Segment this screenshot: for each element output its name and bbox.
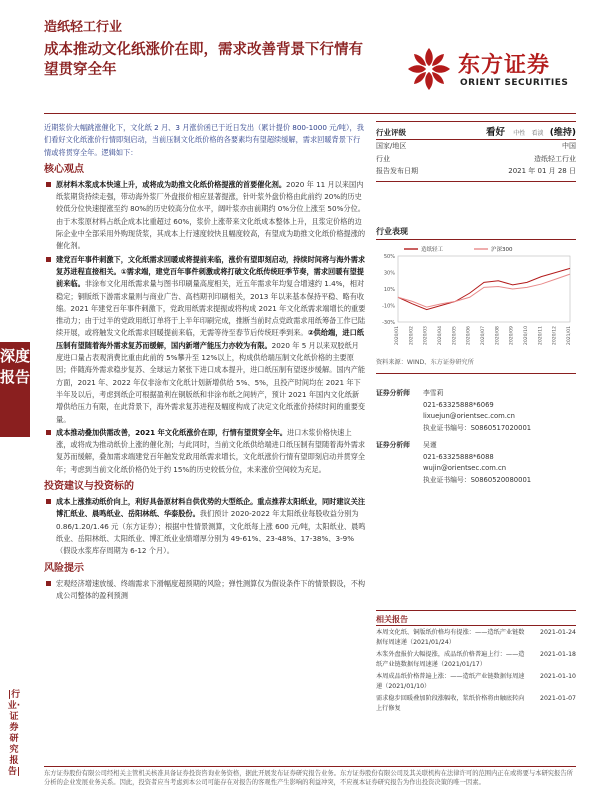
related-report-title: 需求稳步回暖叠加阶段涨幅收，浆纸价格将由触底转向上行修复: [376, 695, 525, 712]
header-divider: [44, 113, 576, 114]
x-tick-label: 2020/09: [509, 326, 515, 346]
x-tick-label: 2020/05: [452, 326, 458, 346]
chart-plot-frame: [398, 256, 570, 322]
core-point-text: 非涂布文化用纸需求量与图书印刷量高度相关，近五年需求年均复合增速约 1.4%，相对稳定；铜版纸下游需求量则与商业广告、高档期刊印刷相关，2013 年以来基本保持平稳、略有收缩。2021 年建党百年事件刺激下，党政用纸需求提振或将构成 2021 年文化纸需求端增长的重要推动力；由于过半的党政用纸订单将于上半年印刷完成，推断当前时点党政需求用纸筹备工作已陆续开展，或将触发文化纸需求回暖提前来临，无需等待至春节后传统旺季到来。: [56, 279, 366, 338]
report-type-tab: 深度报告: [0, 342, 30, 437]
x-tick-label: 2020/12: [552, 326, 558, 346]
core-point-lead: 建党百年事件刺激下，文化纸需求回暖或将提前来临，涨价有望即刻启动，持续时间将与海外需求复苏进程直接相关。①需求端，建党百年事件刺激或将打破文化纸传统旺季节奏，需求回暖有望提前来临。: [56, 254, 366, 289]
related-top-rule: [376, 610, 576, 611]
invest-point-text: 我们预计 2020-2022 年太阳纸业每股收益分别为 0.86/1.20/1.46 元（东方证券）；根据中性情景测算，文化纸每上涨 600 元/吨，太阳纸业、晨鸣纸业、岳阳林纸、太阳纸业、博汇纸业业绩增厚分别为 49-61%、23-48%、17-38%、3-9%（假设水浆库存周期为 6-12 个月）。: [56, 509, 366, 556]
rating-top-rule: [376, 121, 576, 122]
y-tick-label: 50%: [383, 254, 395, 260]
analyst-role: 证券分析师: [376, 389, 410, 397]
y-tick-label: -30%: [382, 320, 395, 326]
related-report-date: 2021-01-24: [540, 629, 576, 636]
analyst-email[interactable]: lixuejun@orientsec.com.cn: [423, 412, 515, 420]
x-tick-label: 2020/11: [538, 326, 544, 346]
info-table: [376, 140, 576, 178]
analyst-block: [376, 388, 576, 434]
related-reports-title: 相关报告: [376, 615, 408, 624]
core-point-text: 进口木浆价格快速上涨，或将成为推动纸价上涨的催化剂；与此同时，当前文化纸供给端进口纸压制有望随着海外需求复苏而缓解，叠加需求端建党百年触发党政用纸需求增长，文化纸涨价行情有望即刻启动并贯穿全年；考虑到当前文化纸价格仍处于约 15%的历史较低分位，未来涨价空间较为充足。: [56, 427, 366, 474]
analyst-cert: 执业证书编号：S0860520080001: [423, 475, 532, 484]
analyst-email[interactable]: wujin@orientsec.com.cn: [423, 464, 507, 472]
risk-point: [44, 578, 366, 603]
industry-header: 造纸轻工行业: [44, 20, 123, 35]
logo-text-cn: 东方证券: [458, 53, 551, 78]
info-row: [376, 153, 576, 166]
x-tick-label: 2020/10: [524, 326, 529, 346]
legend-label: 沪深300: [491, 247, 513, 253]
logo-text-en: ORIENT SECURITIES: [460, 78, 569, 88]
chart-title: 行业表现: [376, 227, 408, 236]
info-value: 造纸轻工行业: [534, 154, 576, 163]
core-point-text: 2020 年 11 月以来国内纸浆期货持续走强，带动海外浆厂外盘报价相应显著提涨，针叶浆外盘价格由此前约 20%的历史较低分位快速提涨至约 80%的历史较高分位水平，阔叶浆亦由前期约 0%分位上涨至 50%分位。由于木浆原材料占纸企成本比重超过 60%，浆价上涨带来文化纸成本整体上升，且浆定价格的边际企业中全部采用外购现货浆，其成本上行速度较快且幅度较高，有望成为助推文化纸价格提涨的催化剂。: [56, 179, 366, 251]
x-tick-label: 2020/02: [409, 326, 415, 346]
related-report-title: 木浆外盘报价大幅提涨，成品纸价格普遍上行：——造纸产业链数据每周速递（2021/01/17）: [376, 651, 525, 668]
related-report-item[interactable]: [376, 628, 576, 647]
core-point-lead: 原材料木浆成本快速上升，或将成为助推文化纸价格提涨的首要催化剂。: [56, 179, 287, 189]
company-logo: [406, 42, 576, 102]
analyst-phone: 021-63325888*6088: [423, 452, 494, 461]
related-reports-list: [376, 628, 576, 716]
info-row: [376, 165, 576, 178]
series-line: [398, 268, 570, 309]
rating-value: 看好: [486, 127, 506, 138]
x-tick-label: 2020/07: [481, 326, 486, 346]
y-tick-label: 10%: [383, 287, 395, 293]
x-tick-label: 2020/01: [395, 326, 400, 346]
related-report-date: 2021-01-18: [540, 651, 576, 658]
info-key: 报告发布日期: [376, 167, 418, 175]
section-title-risk: 风险提示: [44, 562, 84, 574]
rating-values: [486, 124, 576, 138]
invest-point: [44, 496, 366, 557]
disclaimer-footer: 东方证券股份有限公司经相关主管机关核准具备证券投资咨询业务资格，据此开展发布证券研究报告业务。东方证券股份有限公司及其关联机构在法律许可的范围内正在或将要与本研究报告所分析的企业发展业务关系。因此，投资者应当考虑到本公司可能存在对报告的客观性产生影响的利益冲突，不应视本证券研究报告为作出投资决策的唯一因素。: [44, 766, 576, 787]
rating-row: [376, 124, 576, 138]
legend-label: 造纸轻工: [421, 247, 444, 253]
performance-chart: [376, 242, 576, 352]
related-report-item[interactable]: [376, 650, 576, 669]
main-content: [44, 122, 366, 603]
related-report-item[interactable]: [376, 672, 576, 691]
analyst-name: 吴谨: [423, 441, 437, 449]
x-tick-label: 2020/06: [466, 326, 472, 346]
rating-label: 行业评级: [376, 128, 406, 137]
rating-keep: (维持): [549, 128, 576, 138]
analyst-cert: 执业证书编号：S0860517020001: [423, 423, 532, 432]
info-value: 2021 年 01 月 28 日: [508, 167, 576, 175]
chart-title-rule: [376, 239, 576, 240]
rating-scale-neutral: 中性: [513, 130, 526, 137]
info-bottom-rule: [376, 181, 576, 182]
related-report-title: 本周文化纸、铜版纸价格均有提涨：——造纸产业链数据每周速递（2021/01/24）: [376, 629, 525, 646]
risk-point-text: 宏观经济增速放缓、终端需求下滑幅度超预期的风险；弹性测算仅为假设条件下的情景假设，不构成公司整体的盈利预测: [56, 578, 366, 600]
info-row: [376, 140, 576, 153]
chart-bottom-rule: [376, 373, 576, 374]
info-key: 国家/地区: [376, 142, 407, 150]
section-title-core: 核心观点: [44, 163, 84, 175]
x-tick-label: 2020/04: [438, 326, 443, 346]
related-report-date: 2021-01-07: [540, 695, 576, 702]
core-point: [44, 254, 366, 426]
core-point: [44, 179, 366, 253]
x-tick-label: 2020/08: [495, 326, 501, 346]
invest-point-lead: 成本上涨推动纸价向上，利好具备原材料自供优势的大型纸企。重点推荐太阳纸业，同时建议关注博汇纸业、晨鸣纸业、岳阳林纸、华泰股份。: [56, 497, 366, 519]
rating-scale-bearish: 看淡: [531, 130, 544, 137]
analyst-name: 李雪莉: [423, 389, 444, 397]
analyst-phone: 021-63325888*6069: [423, 400, 494, 409]
report-category-vertical: |行业·证券研究报告|: [7, 690, 21, 777]
chart-source: 资料来源：WIND、东方证券研究所: [376, 359, 474, 366]
analyst-block: [376, 440, 576, 486]
series-line: [398, 274, 570, 307]
y-tick-label: -10%: [382, 303, 395, 310]
related-report-item[interactable]: [376, 694, 576, 713]
info-key: 行业: [376, 154, 390, 163]
related-title-rule: [376, 625, 576, 626]
analyst-role: 证券分析师: [376, 441, 410, 449]
core-point-lead-2: ②供给端，进口纸压制有望随着海外需求复苏而缓解，国内新增产能压力亦较为有限。: [56, 328, 364, 350]
y-tick-label: 30%: [383, 270, 395, 277]
intro-paragraph: 近期浆价大幅跳涨催化下，文化纸 2 月、3 月涨价函已于近日发出（累计提价 800-1000 元/吨），我们看好文化纸涨价行情即刻启动，当前压制文化纸价格的各要素均有望超续缓解，需求回暖背景下行情或将贯穿全年。逻辑如下：: [44, 123, 364, 157]
related-report-date: 2021-01-10: [540, 673, 576, 680]
section-title-invest: 投资建议与投资标的: [44, 481, 134, 493]
core-point-lead: 成本推动叠加供需改善，2021 年文化纸涨价在即，行情有望贯穿全年。: [56, 427, 287, 437]
core-point-text-2: 2020 年 5 月以来双胶纸月度进口量占表观消费比重由此前的 5%攀升至 12%以上，构成供给端压制文化纸价格的主要原因；伴随海外需求稳步复苏、全球运力紧张下进口成本提升，进口纸压制有望逐步缓解。国内产能方面，2021 年、2022 年仅非涂布文化纸计划新增供给 5%、5%，且投产时间均在 2021 年下半年及以后，考虑到纸企可根据盈利在铜版纸和非涂布纸之间转产，预计 2021 年国内文化纸新增供给压力有限，在此背景下，海外需求复苏进程及幅度构成了决定文化纸涨价持续时间的重要变量。: [56, 340, 366, 424]
x-tick-label: 2021/01: [567, 326, 572, 346]
logo-mark-icon: [406, 46, 452, 92]
report-title: 成本推动文化纸涨价在即，需求改善背景下行情有望贯穿全年: [44, 42, 363, 78]
related-report-title: 本周成品纸价格普遍上涨：——造纸产业链数据每周速递（2021/01/10）: [376, 673, 525, 690]
info-value: 中国: [562, 142, 576, 150]
x-tick-label: 2020/03: [423, 326, 429, 346]
core-point: [44, 427, 366, 476]
